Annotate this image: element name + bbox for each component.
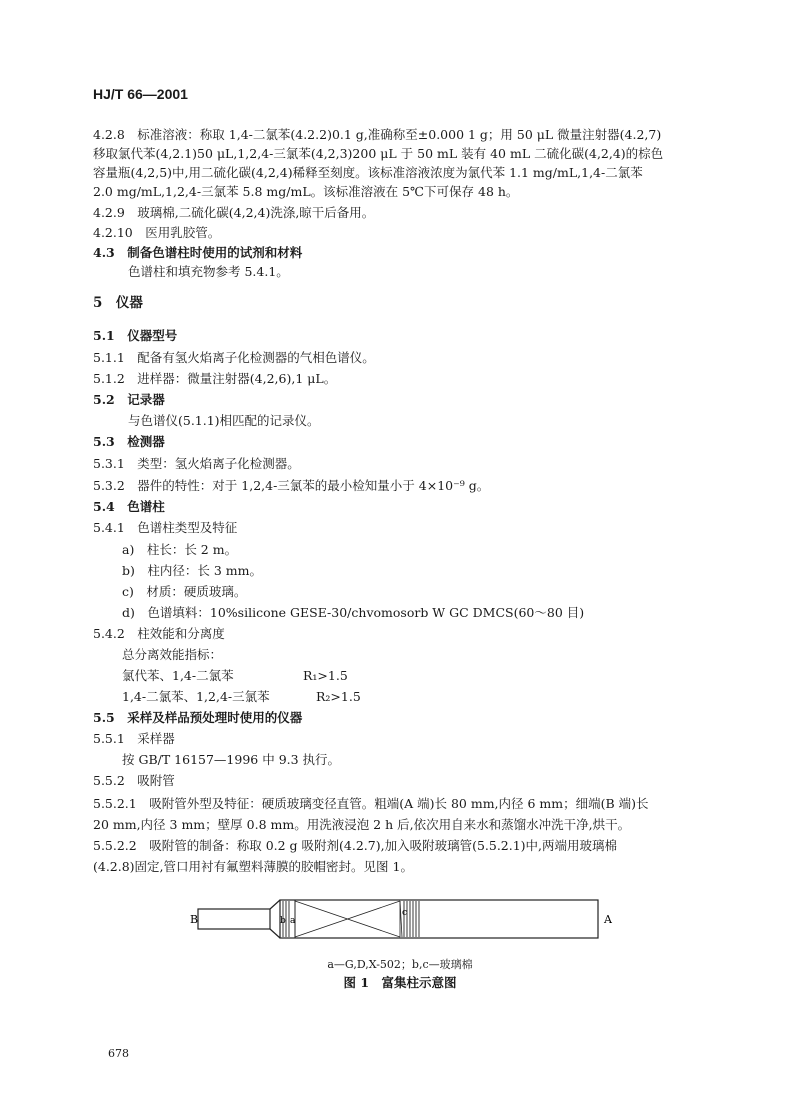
pair-1-label: 氯代苯、1,4-二氯苯 xyxy=(122,668,234,683)
clause-5-1-1: 5.1.1 配备有氢火焰离子化检测器的气相色谱仪。 xyxy=(93,350,375,365)
clause-5-4-2: 5.4.2 柱效能和分离度 xyxy=(93,626,225,641)
section-5-2-heading: 5.2 记录器 xyxy=(93,392,165,407)
section-4-3-heading: 4.3 制备色谱柱时使用的试剂和材料 xyxy=(93,245,303,260)
glass-wool-c xyxy=(404,901,419,937)
clause-5-5-1: 5.5.1 采样器 xyxy=(93,731,175,746)
clause-5-3-1: 5.3.1 类型：氢火焰离子化检测器。 xyxy=(93,456,300,471)
section-5-heading: 5 仪器 xyxy=(93,295,143,311)
pair-2-label: 1,4-二氯苯、1,2,4-三氯苯 xyxy=(122,689,270,704)
thick-end-tube xyxy=(280,900,598,938)
page-header: HJ/T 66—2001 xyxy=(93,86,188,102)
page-number: 678 xyxy=(108,1047,129,1060)
figure-caption: 图 1 富集柱示意图 xyxy=(343,975,457,990)
section-4-3-text: 色谱柱和填充物参考 5.4.1。 xyxy=(128,264,289,279)
label-a: a xyxy=(290,916,296,926)
clause-4-2-8-line1: 4.2.8 标准溶液：称取 1,4-二氯苯(4.2.2)0.1 g,准确称至±0.000 1 g；用 50 μL 微量注射器(4.2,7) xyxy=(93,127,662,142)
pair-2-resolution: R₂>1.5 xyxy=(316,689,361,704)
clause-5-1-2: 5.1.2 进样器：微量注射器(4,2,6),1 μL。 xyxy=(93,371,337,386)
clause-4-2-8-line4: 2.0 mg/mL,1,2,4-三氯苯 5.8 mg/mL。该标准溶液在 5℃下可保存 48 h。 xyxy=(93,184,519,199)
section-5-4-heading: 5.4 色谱柱 xyxy=(93,499,165,514)
label-c: c xyxy=(402,908,408,918)
clause-5-4-1: 5.4.1 色谱柱类型及特征 xyxy=(93,520,238,535)
sorbent-a xyxy=(295,900,402,938)
separation-index-label: 总分离效能指标： xyxy=(122,647,223,662)
clause-4-2-10: 4.2.10 医用乳胶管。 xyxy=(93,225,221,240)
item-c: c) 材质：硬质玻璃。 xyxy=(122,584,247,599)
enrichment-column-diagram xyxy=(190,893,620,949)
figure-legend: a—G,D,X-502；b,c—玻璃棉 xyxy=(327,958,473,971)
section-5-1-heading: 5.1 仪器型号 xyxy=(93,328,178,343)
item-d: d) 色谱填料：10%silicone GESE-30/chvomosorb W GC DMCS(60～80 目) xyxy=(122,605,585,620)
clause-4-2-8-line3: 容量瓶(4,2,5)中,用二硫化碳(4,2,4)稀释至刻度。该标准溶液浓度为氯代苯 1.1 mg/mL,1,4-二氯苯 xyxy=(93,165,643,180)
section-5-5-heading: 5.5 采样及样品预处理时使用的仪器 xyxy=(93,710,303,725)
section-5-3-heading: 5.3 检测器 xyxy=(93,434,165,449)
label-B: B xyxy=(190,913,199,926)
label-A: A xyxy=(604,913,612,926)
clause-4-2-8-line2: 移取氯代苯(4,2.1)50 μL,1,2,4-三氯苯(4,2,3)200 μL 于 50 mL 装有 40 mL 二硫化碳(4,2,4)的棕色 xyxy=(93,146,664,161)
clause-5-5-1-text: 按 GB/T 16157—1996 中 9.3 执行。 xyxy=(122,752,341,767)
clause-5-5-2-1-line1: 5.5.2.1 吸附管外型及特征：硬质玻璃变径直管。粗端(A 端)长 80 mm,内径 6 mm；细端(B 端)长 xyxy=(93,796,649,811)
taper-section xyxy=(270,900,280,938)
item-b: b) 柱内径：长 3 mm。 xyxy=(122,563,262,578)
label-b: b xyxy=(280,916,286,926)
clause-5-3-2: 5.3.2 器件的特性：对于 1,2,4-三氯苯的最小检知量小于 4×10⁻⁹ g。 xyxy=(93,478,490,493)
clause-5-5-2-1-line2: 20 mm,内径 3 mm；壁厚 0.8 mm。用洗液浸泡 2 h 后,依次用自来水和蒸馏水冲洗干净,烘干。 xyxy=(93,817,631,832)
item-a: a) 柱长：长 2 m。 xyxy=(122,542,238,557)
thin-end-tube xyxy=(198,909,270,929)
clause-5-5-2-2-line1: 5.5.2.2 吸附管的制备：称取 0.2 g 吸附剂(4.2.7),加入吸附玻璃管(5.5.2.1)中,两端用玻璃棉 xyxy=(93,838,618,853)
section-5-2-text: 与色谱仪(5.1.1)相匹配的记录仪。 xyxy=(128,413,320,428)
clause-4-2-9: 4.2.9 玻璃棉,二硫化碳(4,2,4)洗涤,晾干后备用。 xyxy=(93,205,375,220)
pair-1-resolution: R₁>1.5 xyxy=(303,668,348,683)
clause-5-5-2: 5.5.2 吸附管 xyxy=(93,773,175,788)
clause-5-5-2-2-line2: (4.2.8)固定,管口用衬有氟塑料薄膜的胶帽密封。见图 1。 xyxy=(93,859,413,874)
